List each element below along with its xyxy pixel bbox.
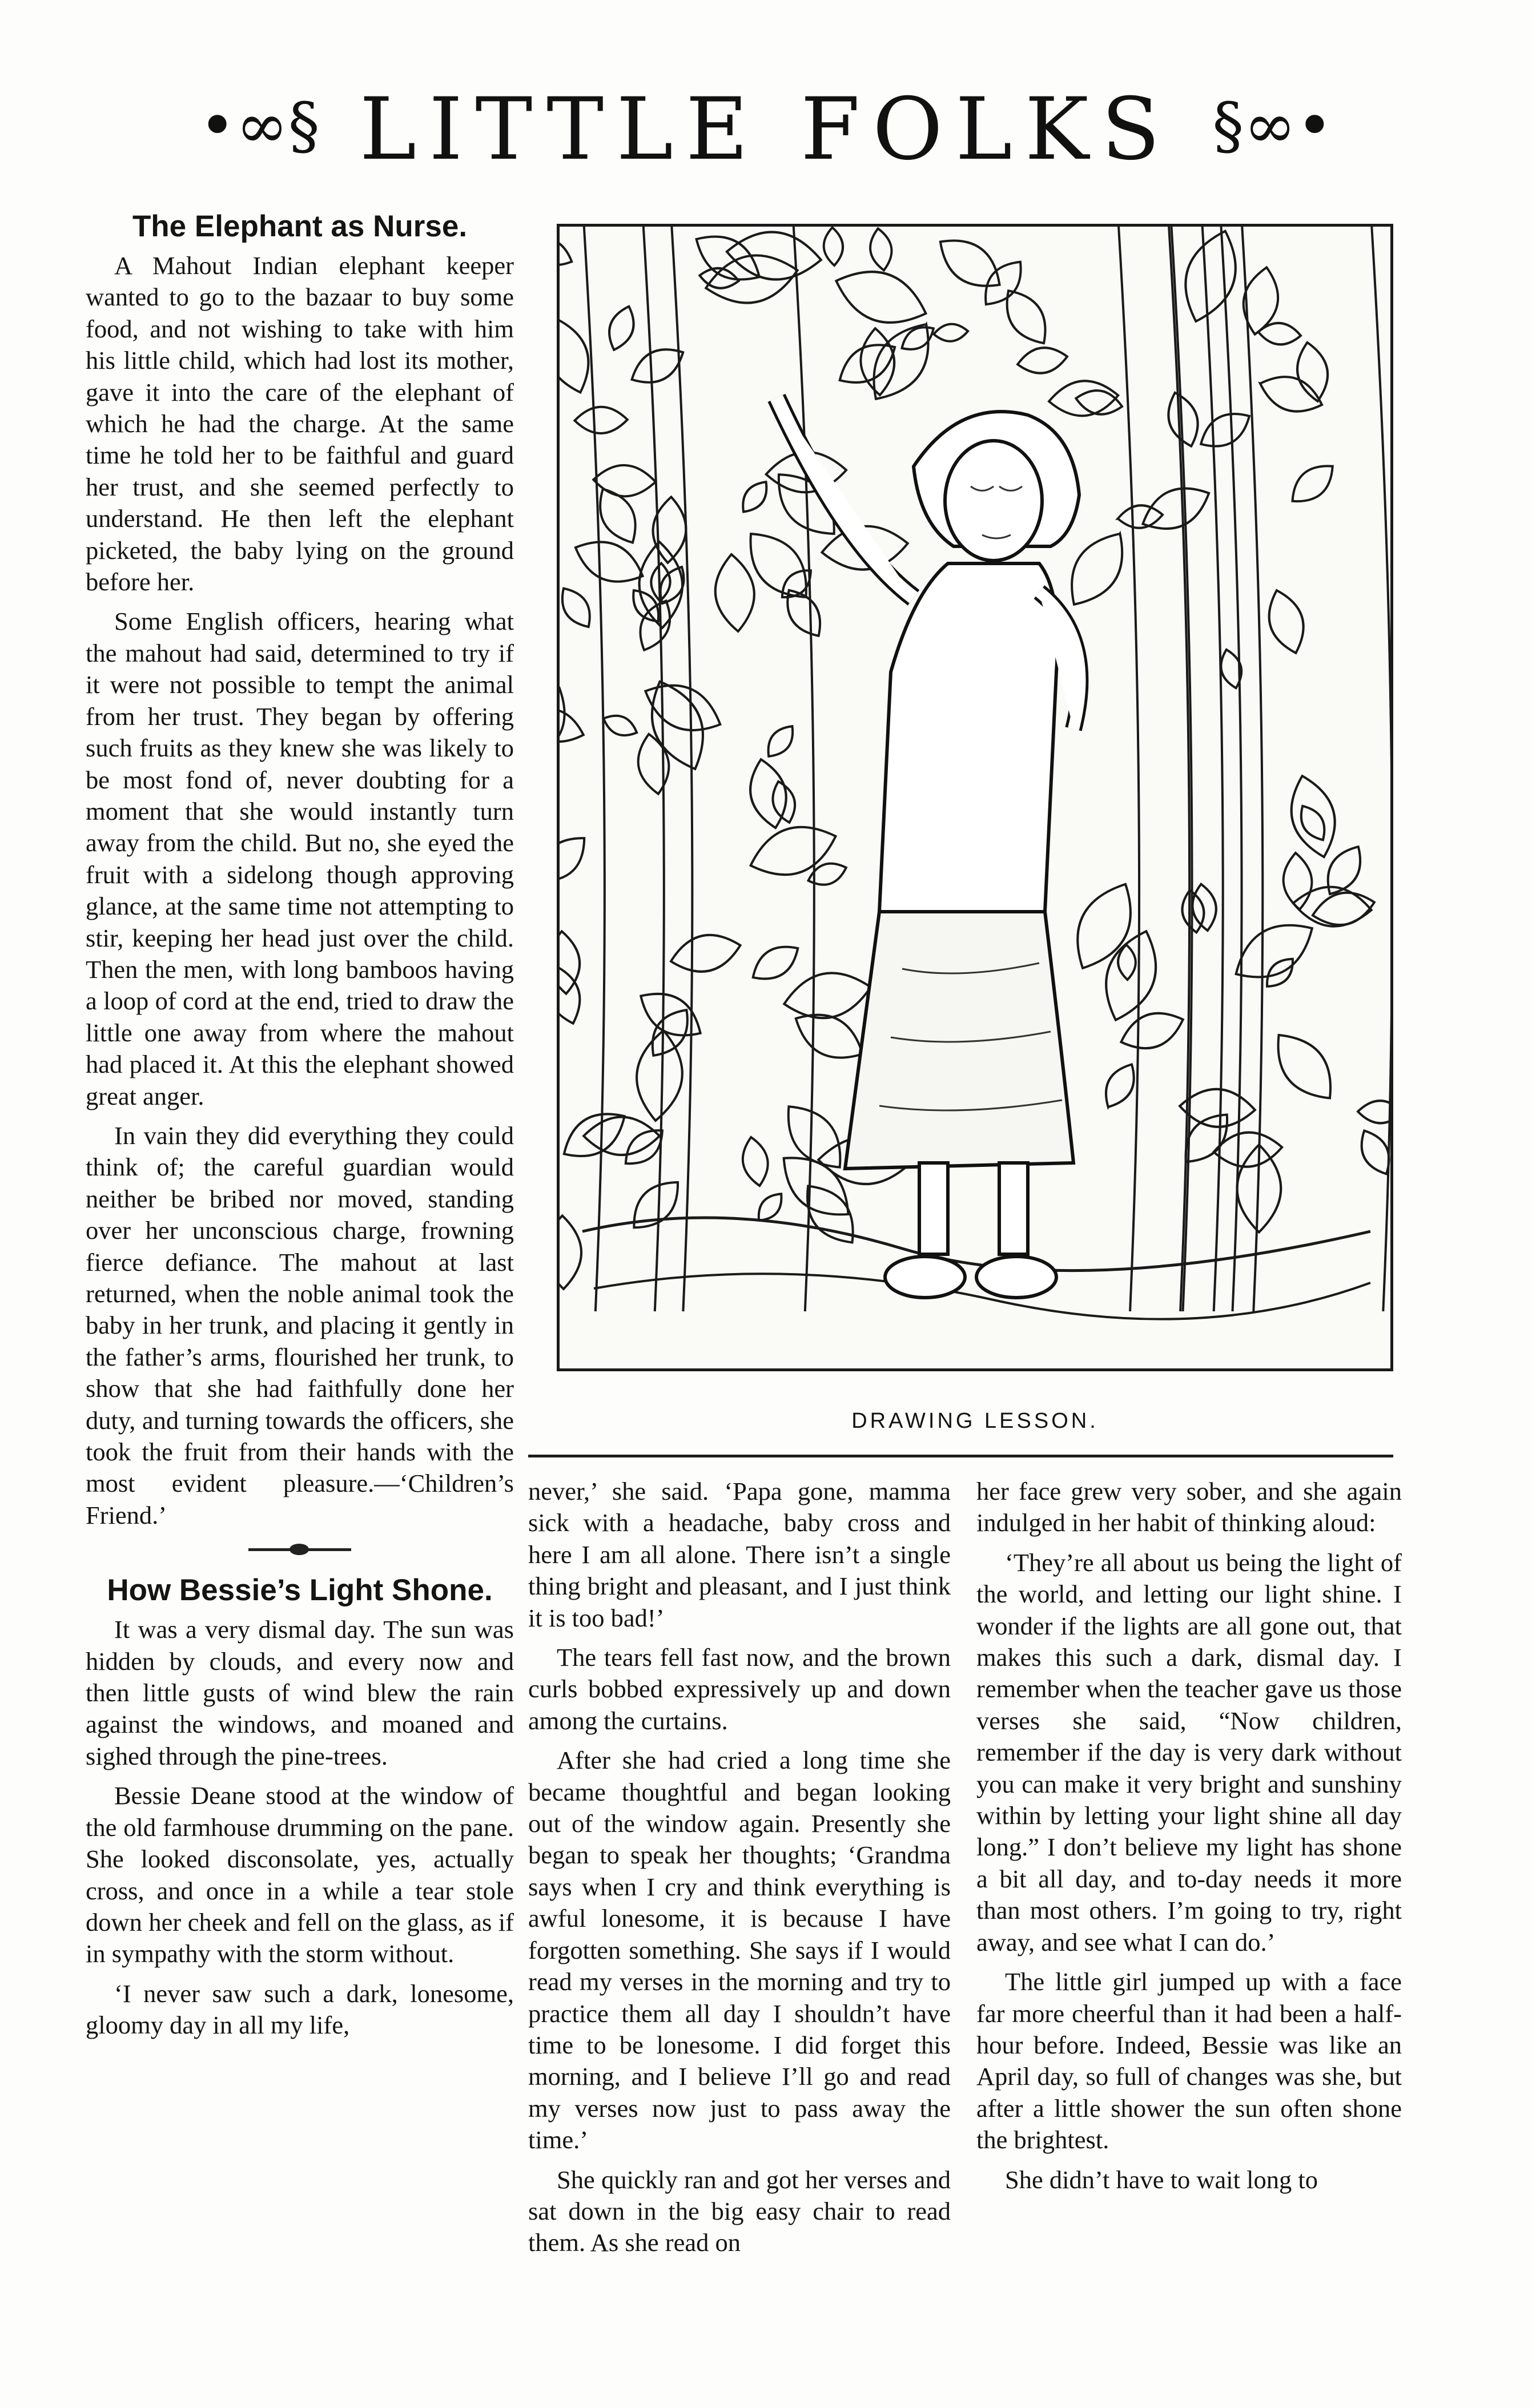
article-bessie-paragraph: Bessie Deane stood at the window of the old farmhouse drumming on the pane. She looked disconsolate, yes, actually cross, and once in a while a tear stole down her cheek and fell on the glass, as if in sympathy with the storm without. [86, 1781, 514, 1968]
article-elephant-paragraph: Some English officers, hearing what the mahout had said, determined to try if it were not possible to tempt the animal from her trust. They began by offering such fruits as they knew she was likely to be most fond of, never doubting for a moment that she would instantly turn away from the child. But no, she eyed the fruit with a sidelong though approving glance, at the same time not attempting to stir, keeping her head just over the child. Then the men, with long bamboos having a loop of cord at the end, tried to draw the little one away from where the mahout had placed it. At this the elephant showed great anger. [86, 607, 514, 1110]
article-bessie-paragraph: ‘They’re all about us being the light of the world, and letting our light shine. I wonder if the lights are all gone out, that makes this such a dark, dismal day. I remember when the teacher gave us those verses she said, “Now children, remember if the day is very dark without you can make it very bright and sunshiny within by letting your light shine all day long.” I don’t believe my light has shone a bit all day, and to-day needs it more than most others. I’m going to try, right away, and see what I can do.’ [976, 1548, 1402, 1956]
left-column [86, 207, 514, 2049]
girl-drawing-engraving [560, 227, 1390, 1368]
article-bessie-paragraph: never,’ she said. ‘Papa gone, mamma sick with a headache, baby cross and here I am all alone. There isn’t a single thing bright and pleasant, and I just think it is too bad!’ [528, 1477, 951, 1632]
article-bessie-paragraph: The tears fell fast now, and the brown curls bobbed expressively up and down among the curtains. [528, 1643, 951, 1735]
illustration-rule [528, 1455, 1393, 1457]
article-bessie-paragraph: her face grew very sober, and she again indulged in her habit of thinking aloud: [976, 1477, 1402, 1537]
illustration-caption: DRAWING LESSON. [851, 1409, 1099, 1433]
ornament-right: §∞• [1212, 89, 1333, 162]
article-bessie-paragraph: It was a very dismal day. The sun was hidden by clouds, and every now and then little gusts of wind blew the rain against the windows, and moaned and sighed through the pine-trees. [86, 1615, 514, 1770]
right-column [976, 1476, 1402, 2204]
article-bessie-paragraph: She didn’t have to wait long to [1005, 2165, 1318, 2194]
article-elephant-paragraph: In vain they did everything they could think of; the careful guardian would neither be bribed nor moved, standing over her unconscious charge, frowning fierce defiance. The mahout at last returned, when the noble animal took the baby in her trunk, and placing it gently in the father’s arms, flourished her trunk, to show that she had faithfully done her duty, and turning towards the officers, she took the fruit from their hands with the most evident pleasure.—‘Children’s Friend.’ [86, 1121, 514, 1529]
ornament-left: •∞§ [199, 89, 320, 162]
article-divider [248, 1548, 351, 1551]
article-bessie-paragraph: ‘I never saw such a dark, lonesome, gloomy day in all my life, [86, 1979, 514, 2040]
masthead [0, 80, 1532, 179]
article-bessie-heading: How Bessie’s Light Shone. [107, 1573, 493, 1608]
article-bessie-paragraph: She quickly ran and got her verses and sat down in the big easy chair to read them. As she read on [528, 2165, 951, 2257]
article-bessie-paragraph: After she had cried a long time she became thoughtful and began looking out of the window again. Presently she began to speak her thoughts; ‘Grandma says when I cry and think everything is awful lonesome, it is because I have forgotten something. She says if I would read my verses in the morning and try to practice them all day I shouldn’t have time to be lonesome. I did forget this morning, and I believe I’ll go and read my verses now just to pass away the time.’ [528, 1746, 951, 2155]
article-bessie-paragraph: The little girl jumped up with a face far more cheerful than it had been a half-hour before. Indeed, Bessie was like an April day, so full of changes was she, but after a little shower the sun often shone the brightest. [976, 1967, 1402, 2155]
drawing-lesson-illustration [557, 224, 1393, 1371]
article-elephant-paragraph: A Mahout Indian elephant keeper wanted to go to the bazaar to buy some food, and not wishing to take with him his little child, which had lost its mother, gave it into the care of the elephant of which he had the charge. At the same time he told her to be faithful and guard her trust, and she seemed perfectly to understand. He then left the elephant picketed, the baby lying on the ground before her. [86, 251, 514, 597]
article-elephant-heading: The Elephant as Nurse. [132, 210, 468, 243]
middle-column [528, 1476, 951, 2267]
masthead-title: LITTLE FOLKS [359, 80, 1173, 179]
